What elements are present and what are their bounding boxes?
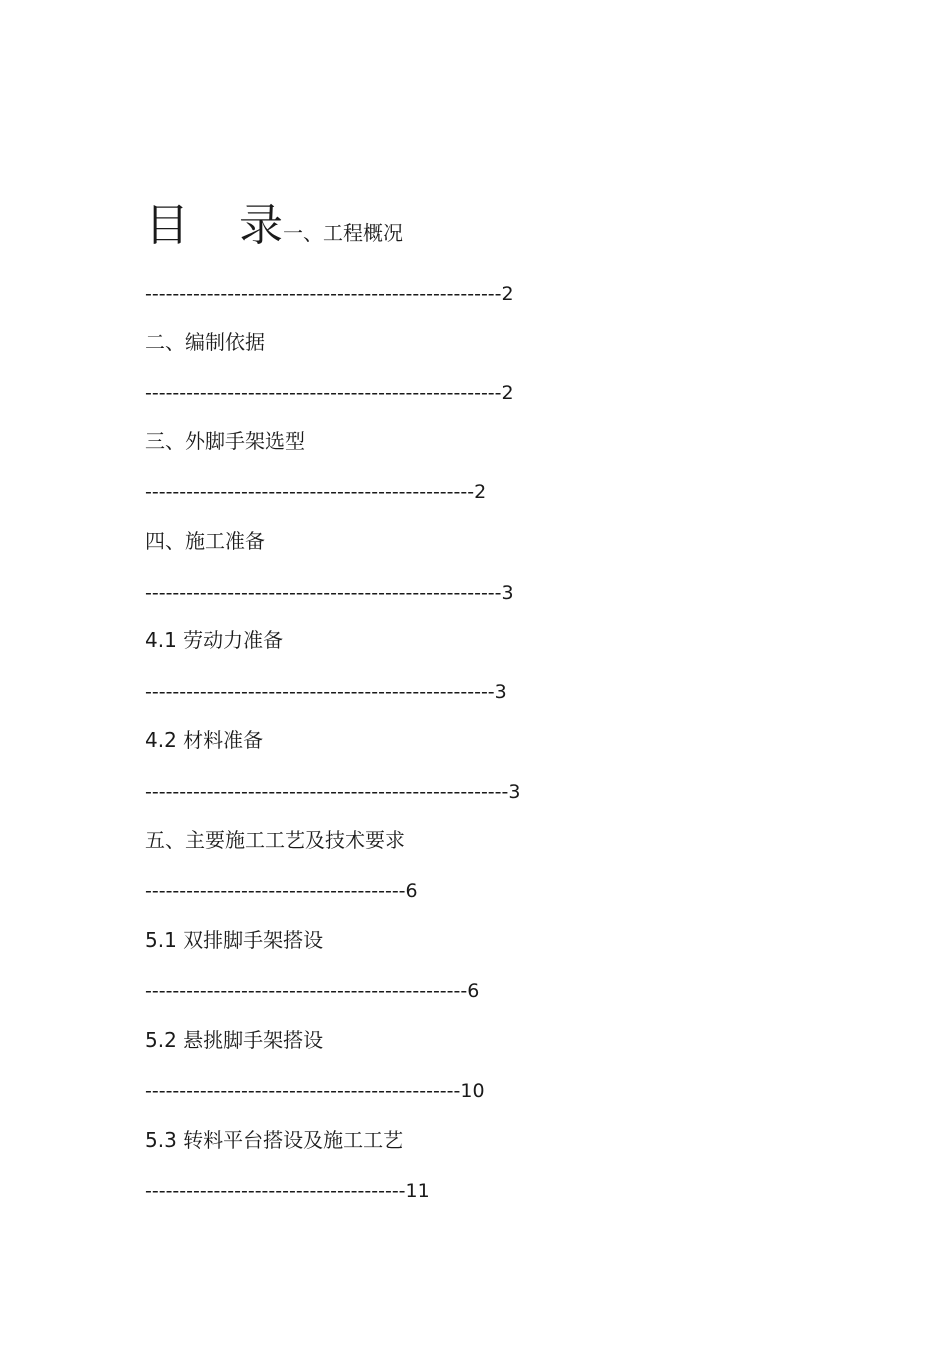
toc-entry-leader: ----------------------------------------------10 [145,1080,485,1102]
toc-entry-label: 五、主要施工工艺及技术要求 [145,828,405,852]
toc-entry-leader: ------------------------------------------------2 [145,481,487,503]
toc-entry-leader: --------------------------------------6 [145,880,418,902]
toc-entry-leader: ----------------------------------------------------2 [145,283,514,305]
toc-entry-leader: ----------------------------------------------------2 [145,382,514,404]
toc-entry-label: 一、工程概况 [283,221,403,245]
toc-entry-leader: ---------------------------------------------------3 [145,681,507,703]
toc-entry-label: 5.2 悬挑脚手架搭设 [145,1028,324,1052]
toc-entry-leader: -----------------------------------------------6 [145,980,480,1002]
toc-entry-label: 5.3 转料平台搭设及施工工艺 [145,1128,404,1152]
toc-entry-label: 5.1 双排脚手架搭设 [145,928,324,952]
toc-entry-leader: ----------------------------------------------------3 [145,582,514,604]
toc-entry-leader: --------------------------------------11 [145,1180,430,1202]
toc-entry-label: 二、编制依据 [145,330,265,354]
toc-entry-label: 4.1 劳动力准备 [145,628,284,652]
toc-title-line [145,200,403,251]
toc-entry-label: 三、外脚手架选型 [145,429,305,453]
toc-entry-label: 四、施工准备 [145,529,265,553]
toc-entry-label: 4.2 材料准备 [145,728,264,752]
toc-title-char-2: 录 [239,200,283,251]
toc-title-char-1: 目 [145,200,189,251]
toc-entry-leader: -----------------------------------------------------3 [145,781,521,803]
